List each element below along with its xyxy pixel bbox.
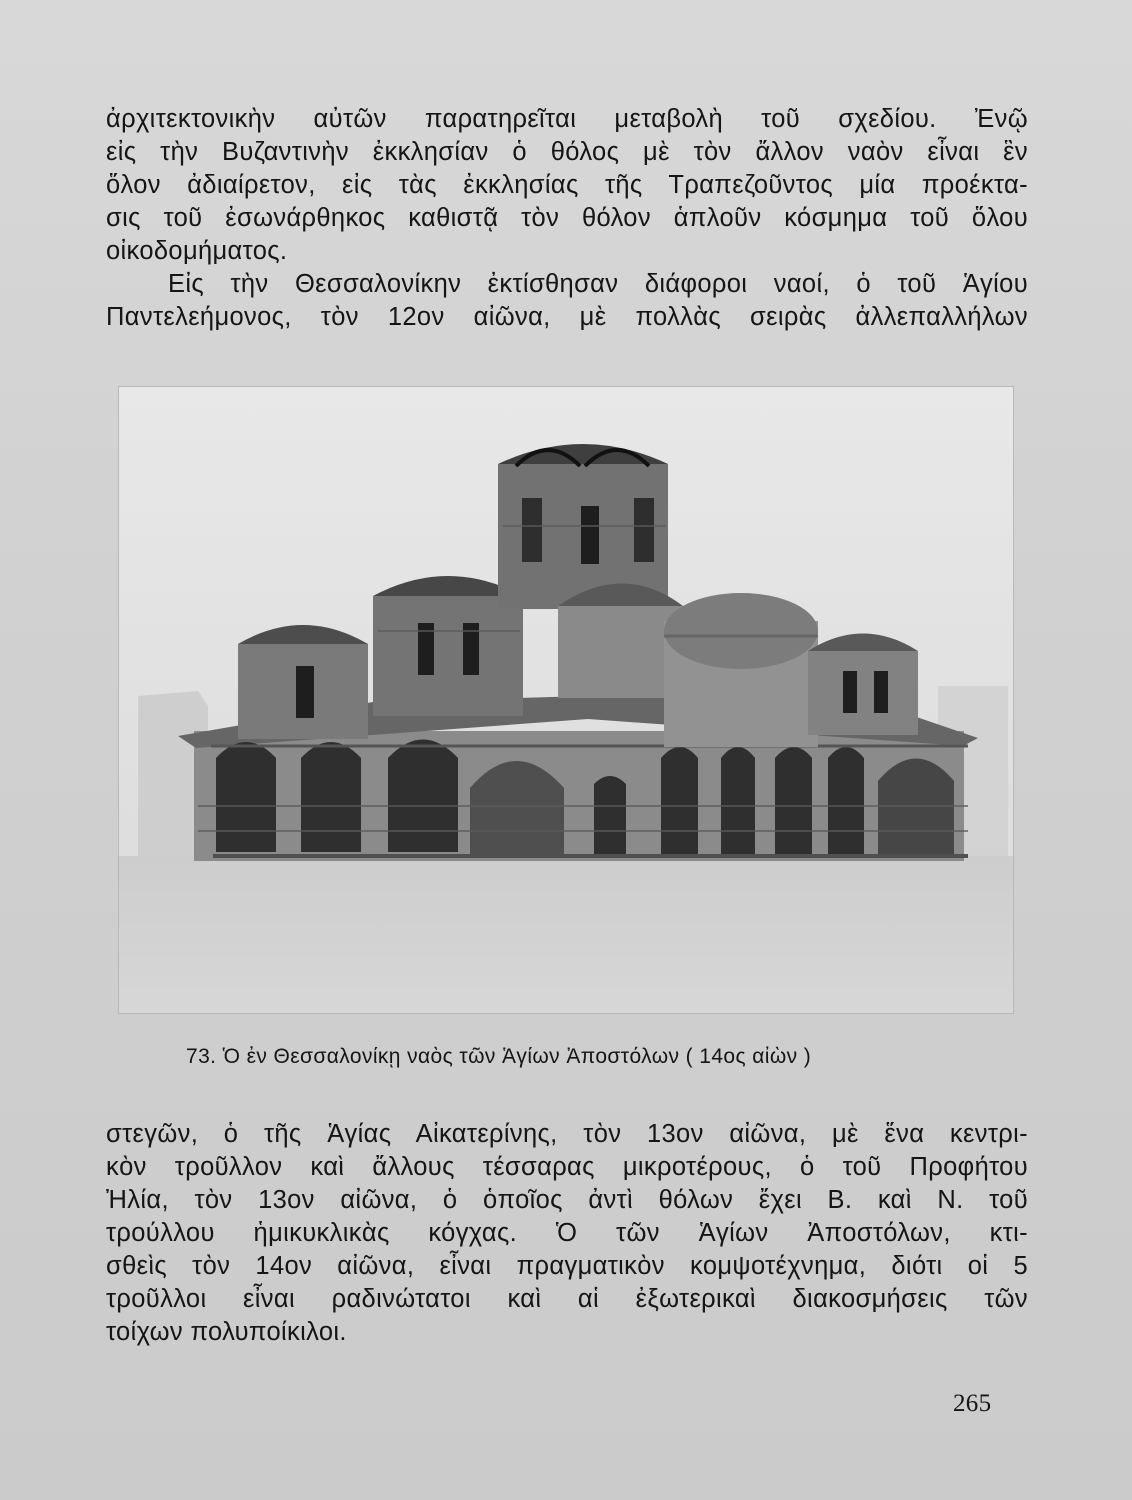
figure-caption: 73. Ὁ ἐν Θεσσαλονίκῃ ναὸς τῶν Ἁγίων Ἀποστόλων ( 14ος αἰὼν ) <box>186 1045 812 1068</box>
top-paragraph <box>106 103 1028 334</box>
paragraph-line: σθεὶς τὸν 14ον αἰῶνα, εἶναι πραγματικὸν κομψοτέχνημα, διότι οἱ 5 <box>106 1252 1028 1280</box>
paragraph-line: τοίχων πολυποίκιλοι. <box>106 1318 347 1346</box>
paragraph-line: ἀρχιτεκτονικὴν αὐτῶν παρατηρεῖται μεταβολὴ τοῦ σχεδίου. Ἐνῷ <box>106 105 1028 133</box>
paragraph-line: ὅλον ἀδιαίρετον, εἰς τὰς ἐκκλησίας τῆς Τραπεζοῦντος μία προέκτα- <box>106 171 1028 199</box>
page-number: 265 <box>953 1390 992 1417</box>
paragraph-line: οἰκοδομήματος. <box>106 237 288 265</box>
bottom-paragraph <box>106 1118 1028 1349</box>
paragraph-line: εἰς τὴν Βυζαντινὴν ἐκκλησίαν ὁ θόλος μὲ τὸν ἄλλον ναὸν εἶναι ἓν <box>106 138 1028 166</box>
paragraph-line: Ἠλία, τὸν 13ον αἰῶνα, ὁ ὁποῖος ἀντὶ θόλων ἔχει Β. καὶ Ν. τοῦ <box>106 1186 1028 1214</box>
church-photograph <box>118 386 1014 1014</box>
paragraph-line: τροῦλλοι εἶναι ραδινώτατοι καὶ αἱ ἐξωτερικαὶ διακοσμήσεις τῶν <box>106 1285 1028 1313</box>
church-illustration <box>118 386 1014 1014</box>
paragraph-line: κὸν τροῦλλον καὶ ἄλλους τέσσαρας μικροτέρους, ὁ τοῦ Προφήτου <box>106 1153 1028 1181</box>
paragraph-line: σις τοῦ ἐσωνάρθηκος καθιστᾷ τὸν θόλον ἁπλοῦν κόσμημα τοῦ ὅλου <box>106 204 1028 232</box>
paragraph-line: Παντελεήμονος, τὸν 12ον αἰῶνα, μὲ πολλὰς σειρὰς ἀλλεπαλλήλων <box>106 303 1028 331</box>
paragraph-line: Εἰς τὴν Θεσσαλονίκην ἐκτίσθησαν διάφοροι ναοί, ὁ τοῦ Ἁγίου <box>168 270 1028 298</box>
paragraph-line: στεγῶν, ὁ τῆς Ἁγίας Αἰκατερίνης, τὸν 13ον αἰῶνα, μὲ ἕνα κεντρι- <box>106 1120 1028 1148</box>
paragraph-line: τρούλλου ἡμικυκλικὰς κόγχας. Ὁ τῶν Ἁγίων Ἀποστόλων, κτι- <box>106 1219 1028 1247</box>
